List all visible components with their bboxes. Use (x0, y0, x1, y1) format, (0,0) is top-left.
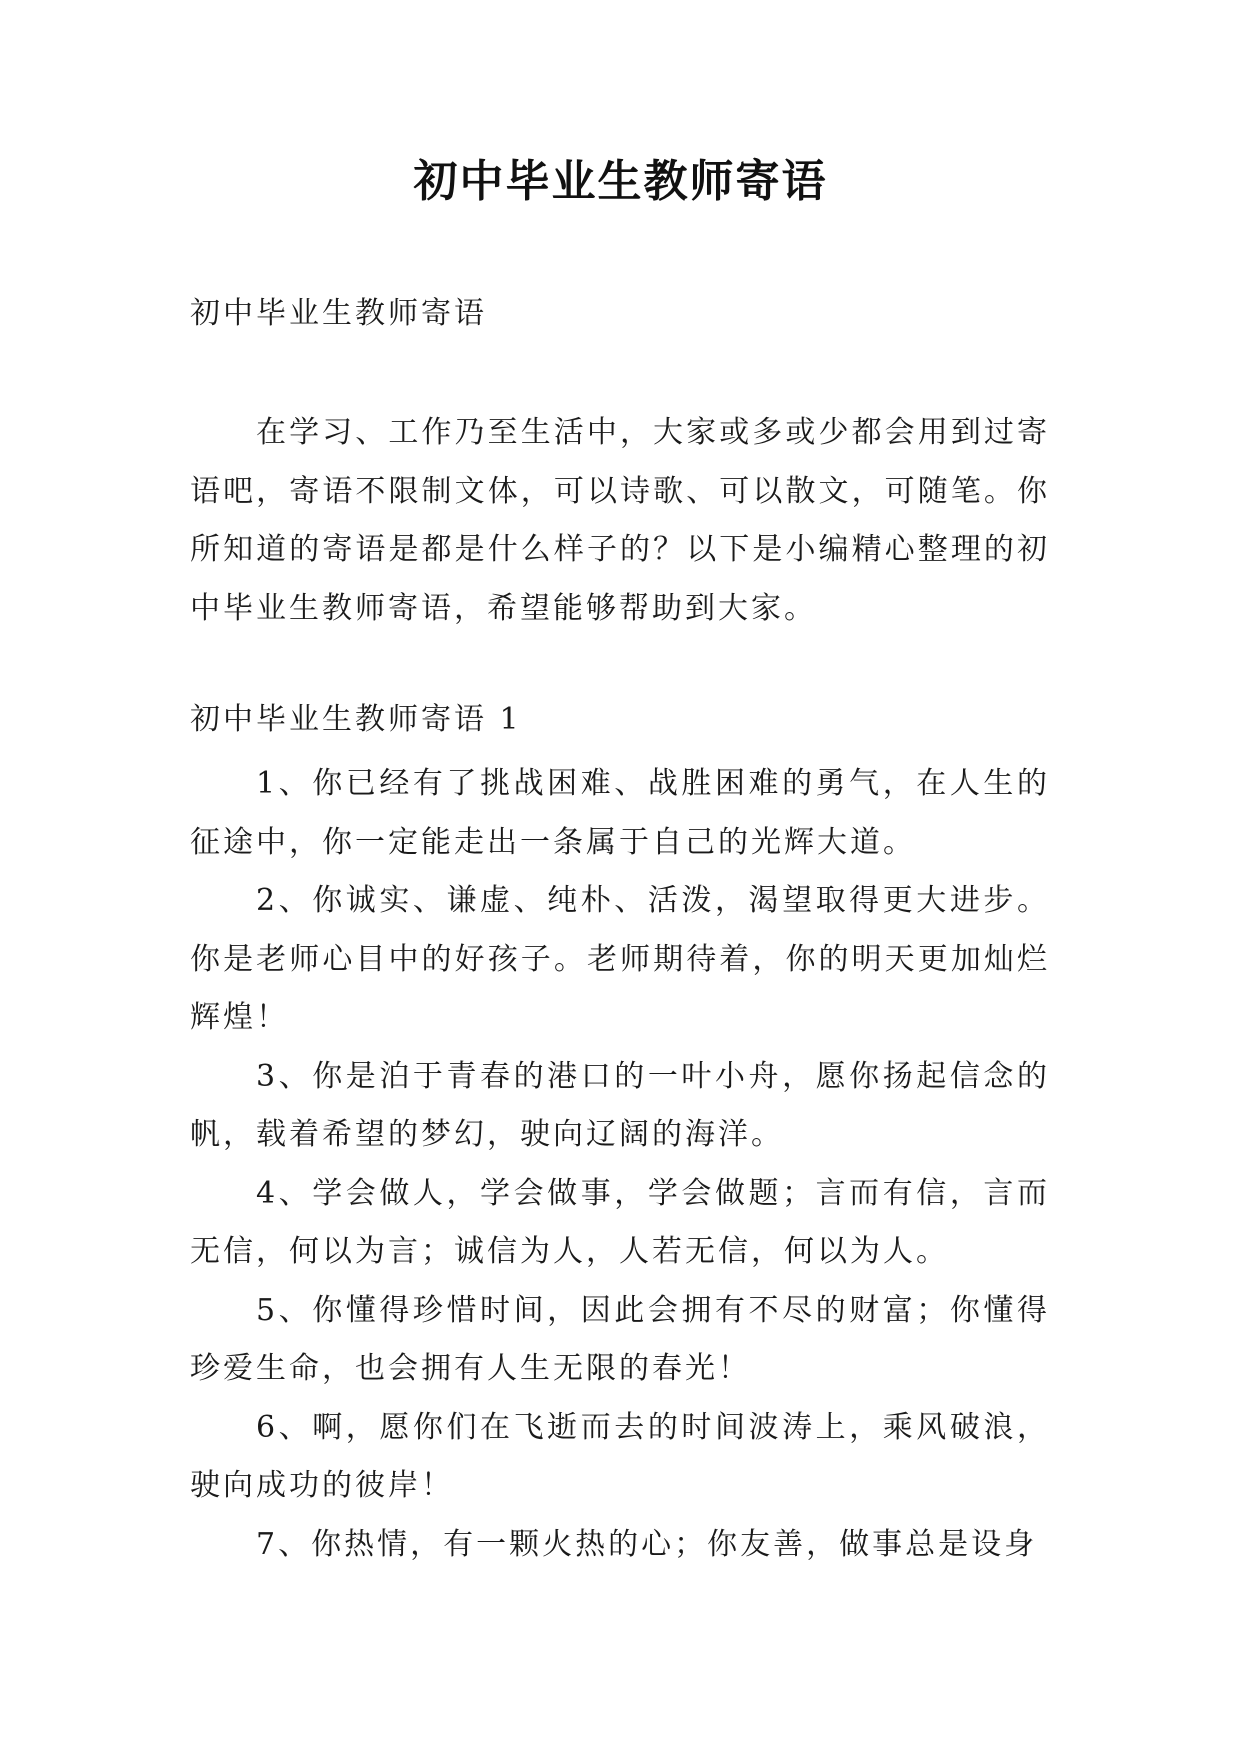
message-item: 5、你懂得珍惜时间，因此会拥有不尽的财富；你懂得珍爱生命，也会拥有人生无限的春光！ (190, 1292, 1050, 1386)
message-item: 6、啊，愿你们在飞逝而去的时间波涛上，乘风破浪，驶向成功的彼岸！ (190, 1409, 1050, 1503)
document-subtitle: 初中毕业生教师寄语 (190, 296, 487, 331)
message-item: 1、你已经有了挑战困难、战胜困难的勇气，在人生的征途中，你一定能走出一条属于自己的光辉大道。 (190, 766, 1050, 860)
message-item: 7、你热情，有一颗火热的心；你友善，做事总是设身 (256, 1526, 1038, 1562)
message-item: 4、学会做人，学会做事，学会做题；言而有信，言而无信，何以为言；诚信为人，人若无信，何以为人。 (190, 1175, 1050, 1269)
intro-paragraph: 在学习、工作乃至生活中，大家或多或少都会用到过寄语吧，寄语不限制文体，可以诗歌、可以散文，可随笔。你所知道的寄语是都是什么样子的？以下是小编精心整理的初中毕业生教师寄语，希望能够帮助到大家。 (190, 415, 1050, 626)
document-title: 初中毕业生教师寄语 (413, 156, 828, 207)
intro-paragraph-block (190, 404, 1050, 638)
message-item: 3、你是泊于青春的港口的一叶小舟，愿你扬起信念的帆，载着希望的梦幻，驶向辽阔的海洋。 (190, 1058, 1050, 1152)
message-list (190, 755, 1050, 1574)
section-heading: 初中毕业生教师寄语 1 (190, 702, 522, 737)
message-item: 2、你诚实、谦虚、纯朴、活泼，渴望取得更大进步。你是老师心目中的好孩子。老师期待着，你的明天更加灿烂辉煌！ (190, 883, 1050, 1035)
